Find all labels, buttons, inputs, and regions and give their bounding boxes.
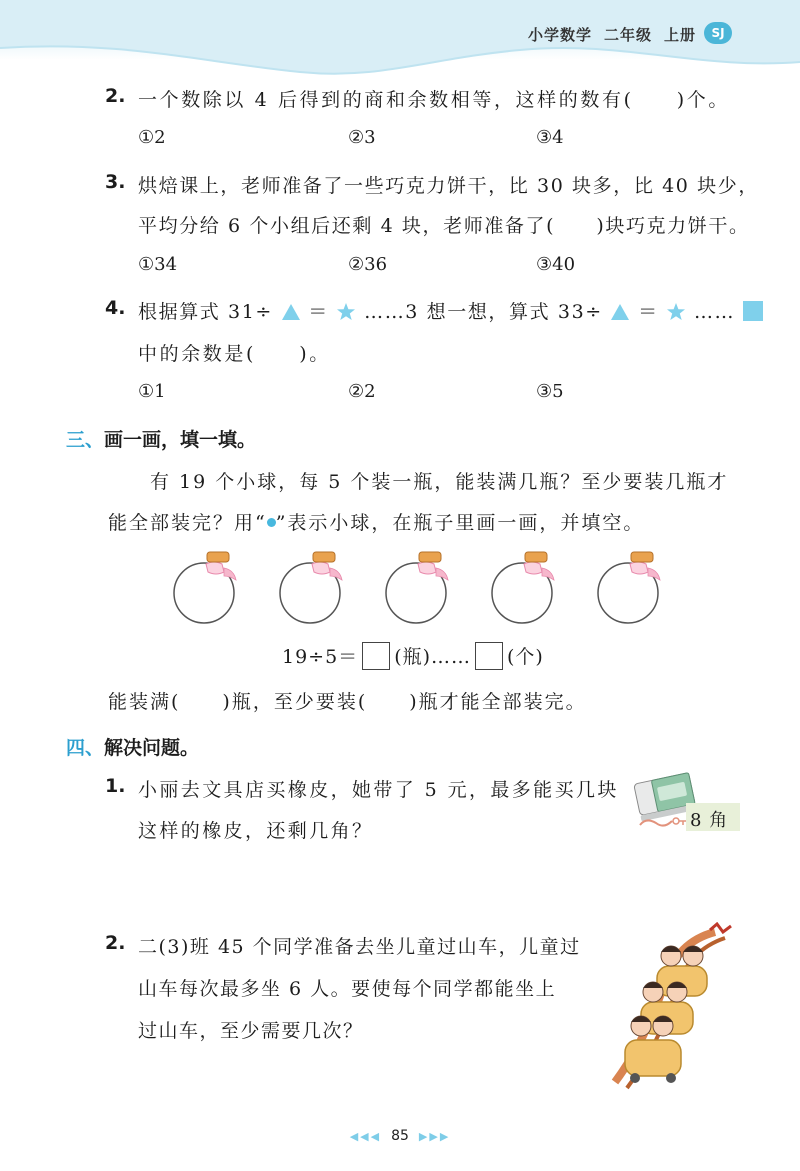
option-3: ③5 xyxy=(536,381,564,402)
star-icon xyxy=(666,302,686,321)
section-heading xyxy=(66,733,199,760)
option-3: ③4 xyxy=(536,127,564,148)
question-text-line-2: 平均分给 6 个小组后还剩 4 块，老师准备了( )块巧克力饼干。 xyxy=(138,215,750,237)
equation-text-part: ＝ xyxy=(638,301,659,323)
question-number: 3. xyxy=(105,171,126,193)
subject-label: 小学数学 xyxy=(527,26,592,44)
option-3: ③40 xyxy=(536,254,576,275)
problem-number: 1. xyxy=(105,775,126,797)
section-title: 解决问题。 xyxy=(104,737,200,759)
grade-label: 二年级 xyxy=(603,26,652,44)
equation-text-part: …… xyxy=(693,301,736,323)
problem-text-line-1: 小丽去文具店买橡皮，她带了 5 元，最多能买几块 xyxy=(138,779,619,801)
bottle-drawing-area[interactable] xyxy=(172,546,262,626)
question-text-line-1: 烘焙课上，老师准备了一些巧克力饼干，比 30 块多，比 40 块少， xyxy=(138,175,759,197)
paragraph-text: 能全部装完？用“ xyxy=(108,512,267,534)
paragraph-line-2 xyxy=(108,508,644,535)
eraser-price-label: 8 角 xyxy=(690,810,729,831)
option-1: ①34 xyxy=(138,254,178,275)
equation-unit-items: (个) xyxy=(507,646,544,668)
problem-text-line-3: 过山车，至少需要几次？ xyxy=(138,1020,364,1042)
bottle-drawing-area[interactable] xyxy=(278,546,368,626)
question-text: 一个数除以 4 后得到的商和余数相等，这样的数有( )个。 xyxy=(138,89,730,111)
option-2: ②36 xyxy=(348,254,388,275)
question-text-line-2: 中的余数是( )。 xyxy=(138,343,331,365)
fill-in-sentence: 能装满( )瓶，至少要装( )瓶才能全部装完。 xyxy=(108,691,587,713)
equation-text-part: 根据算式 31÷ xyxy=(138,301,273,323)
problem-text-line-1: 二(3)班 45 个同学准备去坐儿童过山车，儿童过 xyxy=(138,936,581,958)
bottle-drawing-area[interactable] xyxy=(490,546,580,626)
question-text-line-1 xyxy=(138,297,763,324)
page-number: 85 xyxy=(391,1128,409,1144)
question-number: 4. xyxy=(105,297,126,319)
equation-text-part: ＝ xyxy=(308,301,329,323)
remainder-answer-box[interactable] xyxy=(475,642,503,670)
section-title: 画一画，填一填。 xyxy=(104,429,257,451)
section-number: 四、 xyxy=(66,737,105,759)
triangle-icon xyxy=(281,303,301,321)
book-title xyxy=(528,24,696,45)
bottle-drawing-area[interactable] xyxy=(384,546,474,626)
star-icon xyxy=(336,302,356,321)
equation-unit-bottles: (瓶)…… xyxy=(394,646,472,668)
problem-number: 2. xyxy=(105,932,126,954)
triangle-icon xyxy=(610,303,630,321)
bottle-drawing-area[interactable] xyxy=(596,546,686,626)
edition-badge: SJ xyxy=(704,22,732,44)
problem-text-line-2: 这样的橡皮，还剩几角？ xyxy=(138,820,374,842)
option-1: ①1 xyxy=(138,381,166,402)
paragraph-line-1: 有 19 个小球，每 5 个装一瓶，能装满几瓶？至少要装几瓶才 xyxy=(150,471,729,493)
option-1: ①2 xyxy=(138,127,166,148)
section-heading xyxy=(66,425,256,452)
page-footer xyxy=(0,1128,800,1144)
right-arrows-decoration: ▶▶▶ xyxy=(418,1130,451,1143)
division-equation xyxy=(282,642,544,670)
header-wave-decoration xyxy=(0,0,800,90)
roller-coaster-illustration xyxy=(605,922,735,1092)
quotient-answer-box[interactable] xyxy=(362,642,390,670)
square-icon xyxy=(743,301,763,321)
volume-label: 上册 xyxy=(663,26,696,44)
problem-text-line-2: 山车每次最多坐 6 人。要使每个同学都能坐上 xyxy=(138,978,557,1000)
ball-dot-icon xyxy=(267,518,276,527)
option-2: ②3 xyxy=(348,127,376,148)
option-2: ②2 xyxy=(348,381,376,402)
question-number: 2. xyxy=(105,85,126,107)
equation-text-part: ……3 想一想，算式 33÷ xyxy=(364,301,603,323)
left-arrows-decoration: ◀◀◀ xyxy=(349,1130,382,1143)
equation-lhs: 19÷5＝ xyxy=(282,646,359,668)
paragraph-text: ”表示小球，在瓶子里画一画，并填空。 xyxy=(275,512,645,534)
section-number: 三、 xyxy=(66,429,105,451)
